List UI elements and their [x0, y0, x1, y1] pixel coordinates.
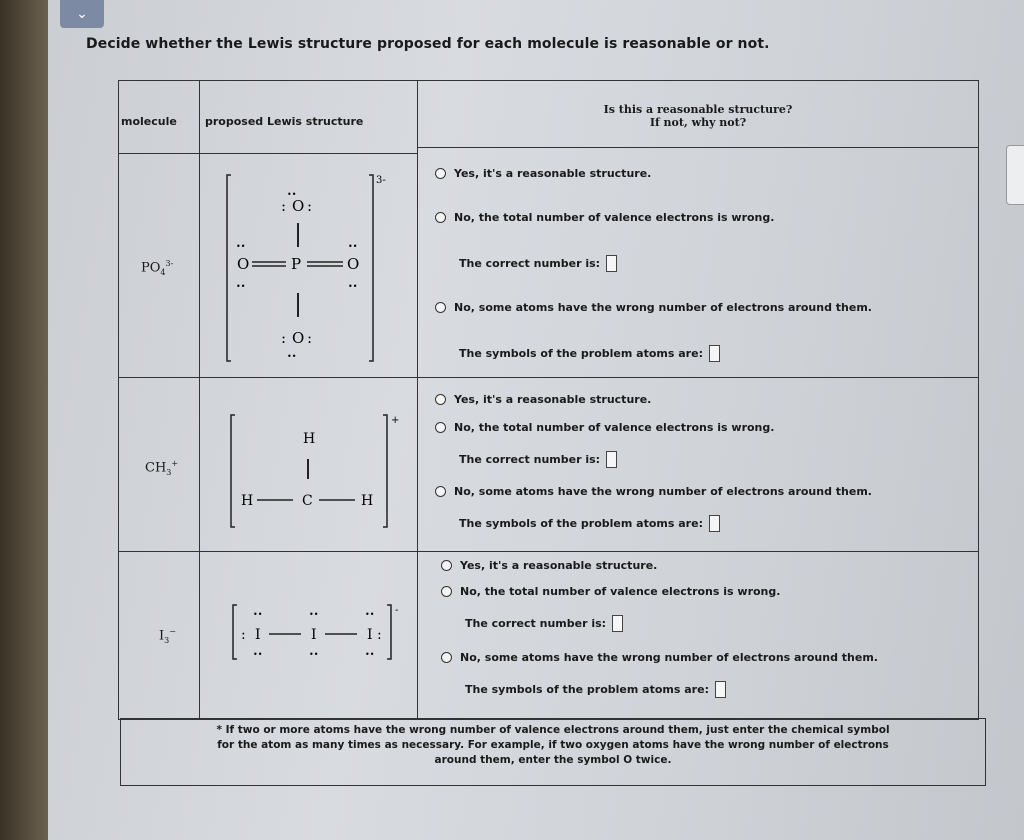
formula-i3: $I_3^-$: [159, 627, 176, 645]
svg-text::: :: [281, 197, 287, 215]
svg-text:••: ••: [287, 352, 297, 361]
divider: [119, 153, 418, 154]
header-reasonable: [418, 103, 978, 129]
problem-atoms-input[interactable]: [715, 681, 726, 698]
divider: [417, 81, 418, 719]
lewis-i3: [229, 597, 409, 667]
problem-atoms-ch3: The symbols of the problem atoms are:: [459, 515, 720, 532]
svg-text::: :: [241, 627, 246, 643]
svg-text:••: ••: [348, 282, 358, 291]
option-wrong-total-ch3[interactable]: No, the total number of valence electrons is wrong.: [435, 421, 774, 434]
svg-text:3-: 3-: [376, 175, 386, 186]
svg-text:O: O: [237, 255, 250, 273]
svg-text:C: C: [302, 493, 313, 509]
svg-text:O: O: [292, 329, 305, 347]
svg-text:-: -: [395, 605, 399, 616]
footnote-line: * If two or more atoms have the wrong number of valence electrons around them, just enter the chemical symbol: [216, 724, 890, 736]
correct-number-i3: The correct number is:: [465, 615, 623, 632]
lewis-ch3: [227, 409, 407, 529]
svg-text:H: H: [241, 493, 254, 509]
svg-text::: :: [281, 329, 287, 347]
svg-text:••: ••: [253, 610, 263, 619]
radio-button[interactable]: [435, 486, 446, 497]
correct-number-ch3: The correct number is:: [459, 451, 617, 468]
radio-button[interactable]: [435, 422, 446, 433]
correct-number-input[interactable]: [606, 255, 617, 272]
svg-text:O: O: [292, 197, 305, 215]
problem-atoms-i3: The symbols of the problem atoms are:: [465, 681, 726, 698]
svg-text:••: ••: [309, 610, 319, 619]
svg-text:••: ••: [348, 242, 358, 251]
chevron-down-icon: ⌄: [76, 6, 88, 22]
svg-text::: :: [377, 627, 382, 643]
option-wrong-total-po4[interactable]: No, the total number of valence electrons is wrong.: [435, 211, 774, 224]
svg-text:I: I: [367, 627, 373, 643]
correct-number-input[interactable]: [612, 615, 623, 632]
option-wrong-electrons-i3[interactable]: No, some atoms have the wrong number of electrons around them.: [441, 651, 878, 664]
option-yes-po4[interactable]: Yes, it's a reasonable structure.: [435, 167, 651, 180]
lewis-po4: [219, 161, 409, 371]
svg-text:••: ••: [236, 242, 246, 251]
header-molecule: molecule: [121, 115, 177, 128]
svg-text:••: ••: [365, 650, 375, 659]
problem-atoms-input[interactable]: [709, 345, 720, 362]
svg-text:••: ••: [253, 650, 263, 659]
footnote-line: around them, enter the symbol O twice.: [434, 754, 672, 766]
radio-button[interactable]: [435, 302, 446, 313]
radio-button[interactable]: [435, 394, 446, 405]
header-line: Is this a reasonable structure?: [603, 103, 793, 116]
svg-text:P: P: [291, 255, 302, 273]
correct-number-input[interactable]: [606, 451, 617, 468]
formula-po4: $PO_4^{3-}$: [141, 259, 174, 277]
svg-text:••: ••: [365, 610, 375, 619]
option-yes-i3[interactable]: Yes, it's a reasonable structure.: [441, 559, 657, 572]
problem-atoms-input[interactable]: [709, 515, 720, 532]
divider: [418, 147, 978, 148]
formula-ch3: $CH_3^+$: [145, 459, 179, 477]
radio-button[interactable]: [441, 560, 452, 571]
radio-button[interactable]: [435, 212, 446, 223]
svg-text::: :: [307, 197, 313, 215]
option-yes-ch3[interactable]: Yes, it's a reasonable structure.: [435, 393, 651, 406]
divider: [119, 551, 978, 552]
radio-button[interactable]: [441, 652, 452, 663]
correct-number-po4: The correct number is:: [459, 255, 617, 272]
footnote-line: for the atom as many times as necessary. For example, if two oxygen atoms have the wrong number of electrons: [217, 739, 889, 751]
divider: [119, 377, 978, 378]
svg-text:••: ••: [287, 190, 297, 199]
divider: [199, 81, 200, 153]
radio-button[interactable]: [441, 586, 452, 597]
footnote: [120, 718, 986, 786]
svg-text:••: ••: [309, 650, 319, 659]
svg-text:+: +: [391, 415, 400, 426]
divider: [199, 153, 200, 719]
side-panel-tab[interactable]: [1006, 145, 1024, 205]
header-line: If not, why not?: [649, 116, 747, 129]
question-text: Decide whether the Lewis structure proposed for each molecule is reasonable or not.: [86, 36, 770, 52]
header-lewis: proposed Lewis structure: [205, 115, 364, 128]
svg-text::: :: [307, 329, 313, 347]
radio-button[interactable]: [435, 168, 446, 179]
collapse-button[interactable]: [60, 0, 104, 28]
svg-text:H: H: [303, 431, 316, 447]
svg-text:I: I: [255, 627, 261, 643]
option-wrong-electrons-ch3[interactable]: No, some atoms have the wrong number of electrons around them.: [435, 485, 872, 498]
background-edge: [0, 0, 48, 840]
svg-text:O: O: [347, 255, 360, 273]
svg-text:I: I: [311, 627, 317, 643]
svg-text:H: H: [361, 493, 374, 509]
option-wrong-electrons-po4[interactable]: No, some atoms have the wrong number of electrons around them.: [435, 301, 872, 314]
svg-text:••: ••: [236, 282, 246, 291]
option-wrong-total-i3[interactable]: No, the total number of valence electrons is wrong.: [441, 585, 780, 598]
lewis-structure-table: [118, 80, 979, 720]
problem-atoms-po4: The symbols of the problem atoms are:: [459, 345, 720, 362]
